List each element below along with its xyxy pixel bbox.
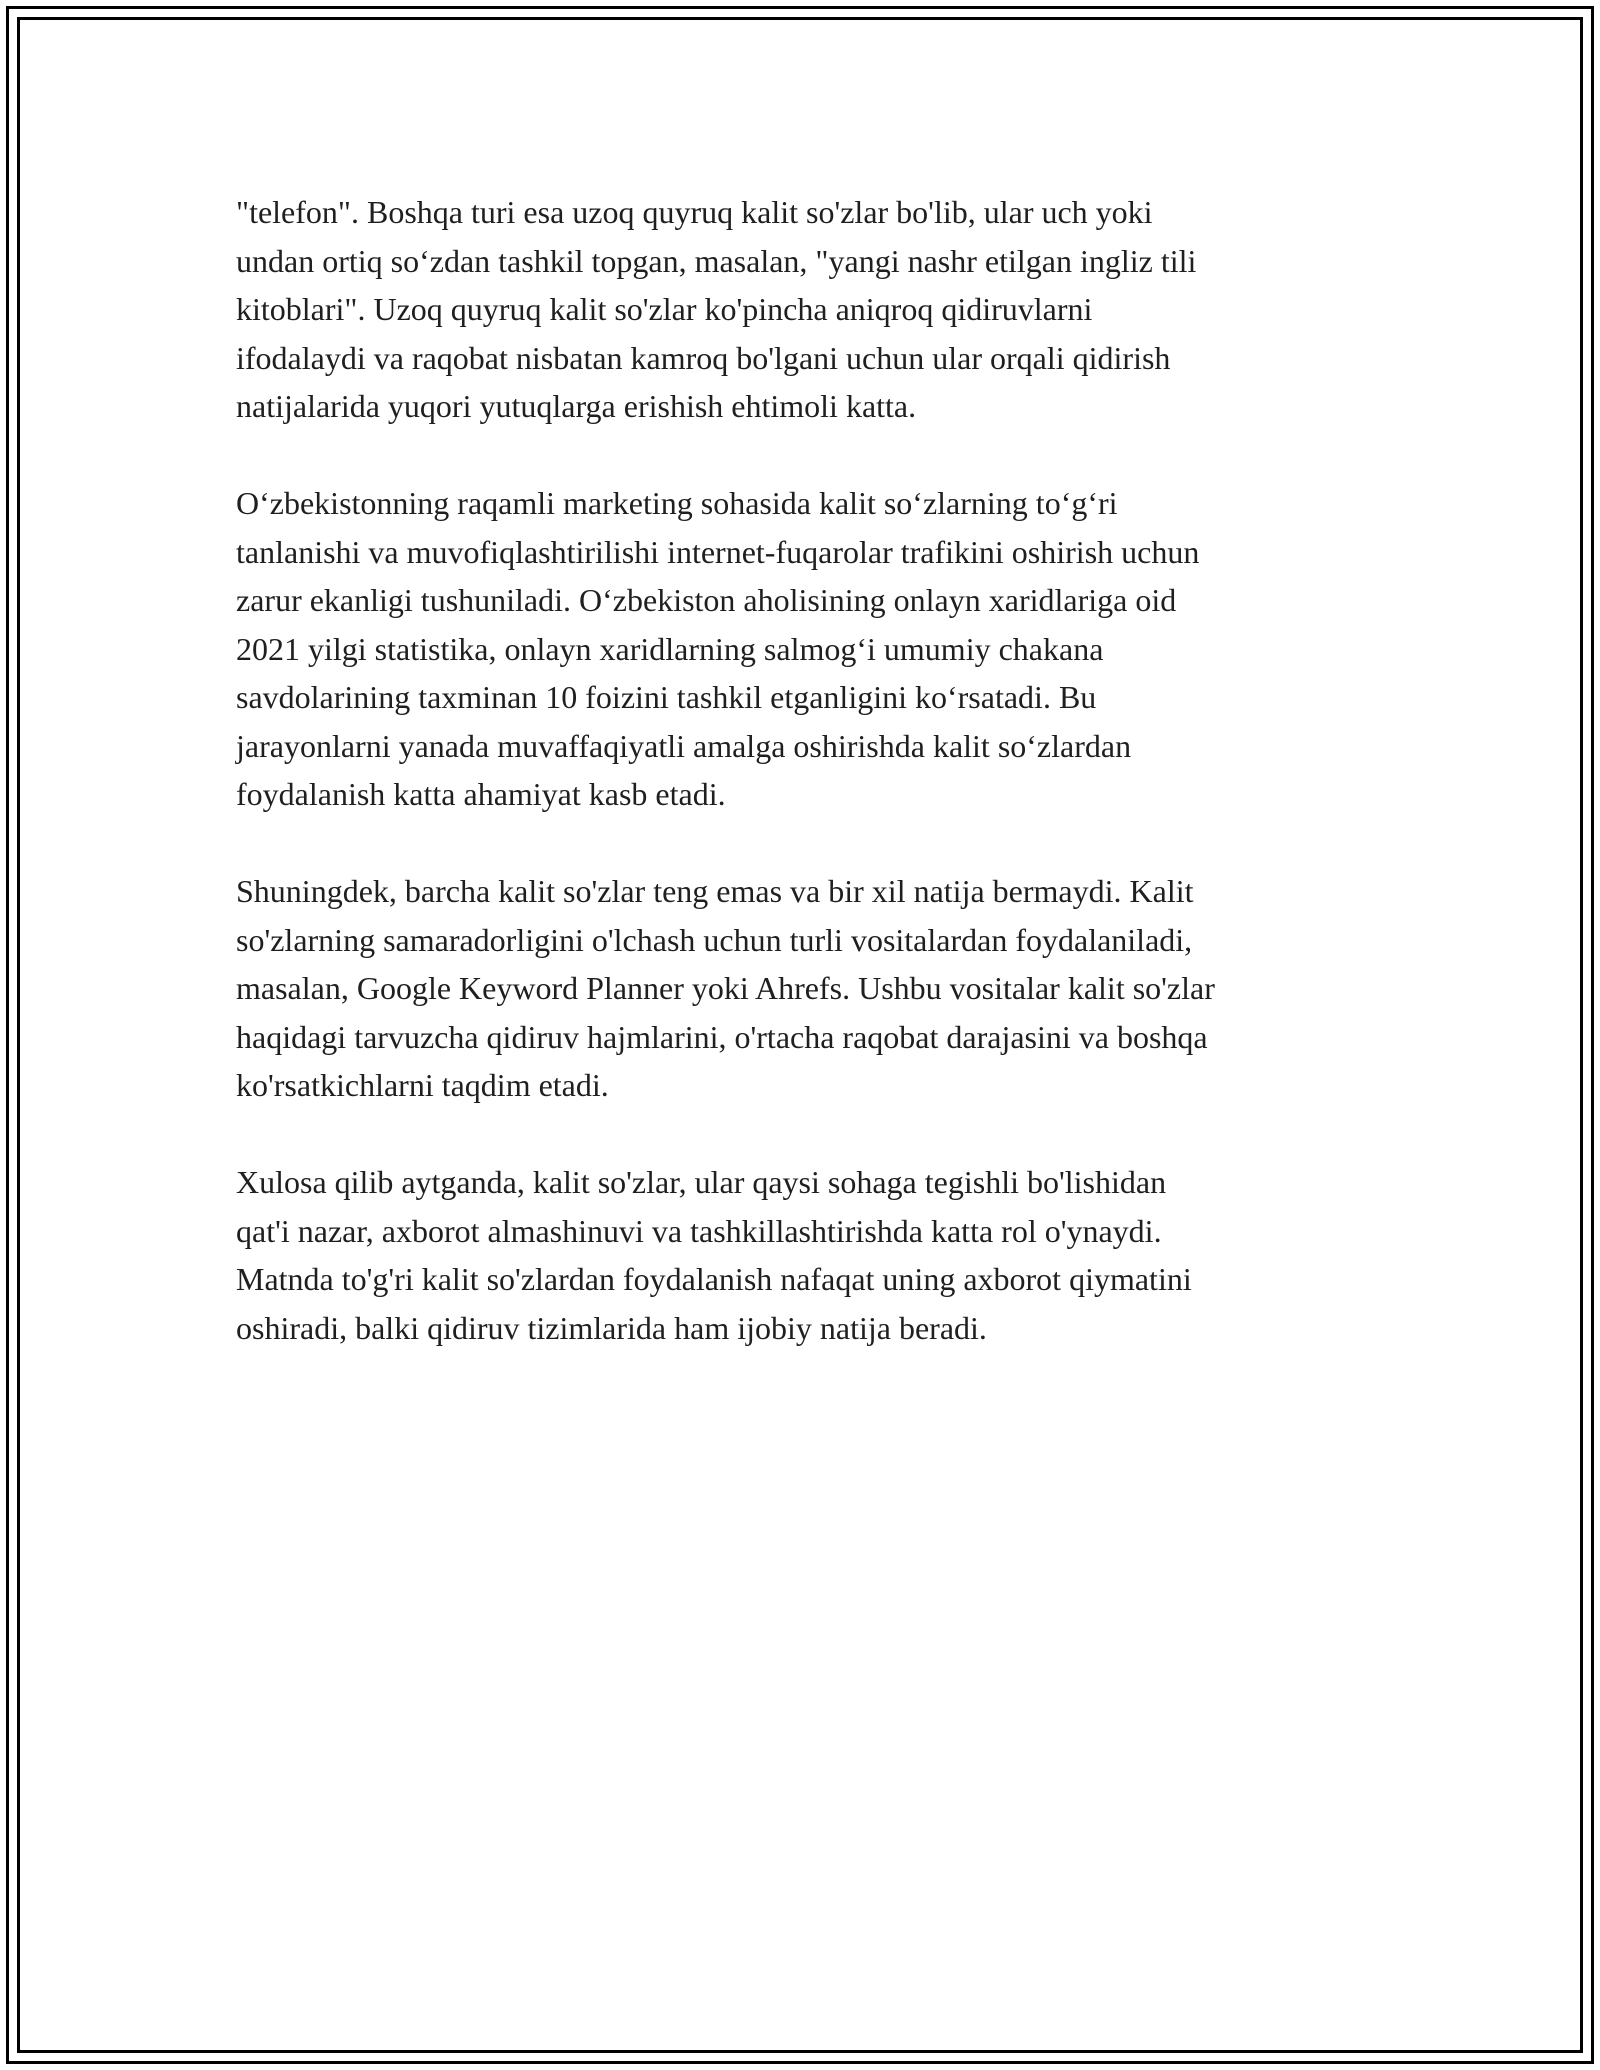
paragraph-conclusion: Xulosa qilib aytganda, kalit so'zlar, ular qaysi sohaga tegishli bo'lishidan qat'i nazar, axborot almashinuvi va tashkillashtirishda katta rol o'ynaydi. Matnda to'g'ri kalit so'zlardan foydalanish nafaqat uning axborot qiymatini oshiradi, balki qidiruv tizimlarida ham ijobiy natija beradi. xyxy=(236,1164,1192,1346)
paragraph-keyword-tools: Shuningdek, barcha kalit so'zlar teng emas va bir xil natija bermaydi. Kalit so'zlarning samaradorligini o'lchash uchun turli vositalardan foydalaniladi, masalan, Google Keyword Planner yoki Ahrefs. Ushbu vositalar kalit so'zlar haqidagi tarvuzcha qidiruv hajmlarini, o'rtacha raqobat darajasini va boshqa ko'rsatkichlarni taqdim etadi. xyxy=(236,873,1215,1103)
paragraph-long-tail-keywords: "telefon". Boshqa turi esa uzoq quyruq kalit so'zlar bo'lib, ular uch yoki undan ortiq so‘zdan tashkil topgan, masalan, "yangi nashr etilgan ingliz tili kitoblari". Uzoq quyruq kalit so'zlar ko'pincha aniqroq qidiruvlarni ifodalaydi va raqobat nisbatan kamroq bo'lgani uchun ular orqali qidirish natijalarida yuqori yutuqlarga erishish ehtimoli katta. xyxy=(236,194,1197,424)
document-body xyxy=(236,188,1376,1401)
paragraph-uzbekistan-digital-marketing: O‘zbekistonning raqamli marketing sohasida kalit so‘zlarning to‘g‘ri tanlanishi va muvofiqlashtirilishi internet-fuqarolar trafikini oshirish uchun zarur ekanligi tushuniladi. O‘zbekiston aholisining onlayn xaridlariga oid 2021 yilgi statistika, onlayn xaridlarning salmog‘i umumiy chakana savdolarining taxminan 10 foizini tashkil etganligini ko‘rsatadi. Bu jarayonlarni yanada muvaffaqiyatli amalga oshirishda kalit so‘zlardan foydalanish katta ahamiyat kasb etadi. xyxy=(236,485,1200,812)
